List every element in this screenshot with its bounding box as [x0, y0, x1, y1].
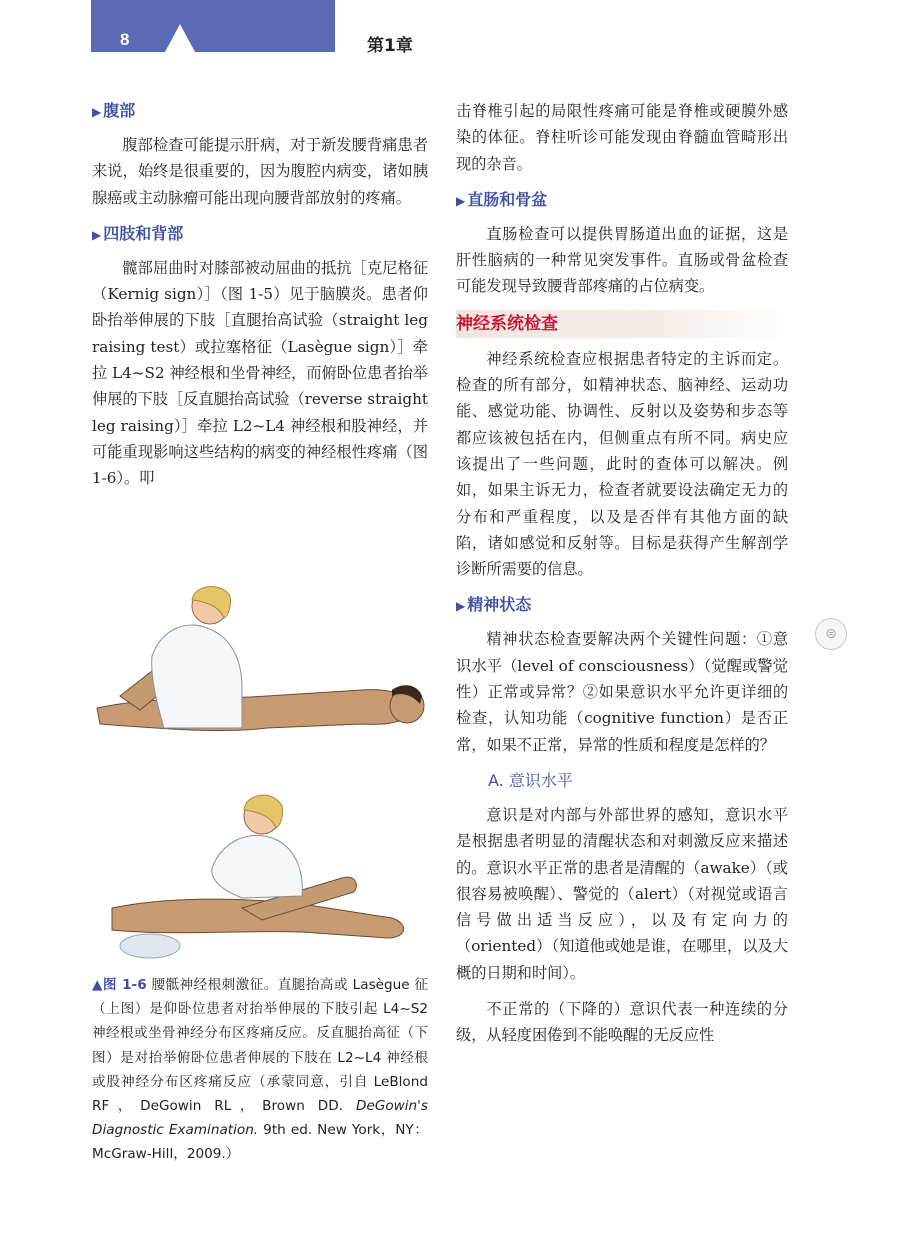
side-tab-icon[interactable] — [815, 618, 847, 650]
figure-label: ▲图 1-6 — [92, 977, 147, 993]
examiner-bottom — [212, 795, 303, 898]
triangle-bullet-icon: ▶ — [92, 227, 102, 242]
page-number: 8 — [120, 30, 130, 49]
triangle-bullet-icon: ▶ — [456, 193, 466, 208]
mental-heading: ▶ 精神状态 — [456, 595, 532, 615]
caption-end: 9th ed. New York，NY：McGraw-Hill，2009.） — [92, 1122, 428, 1163]
supine-patient — [97, 639, 424, 730]
straight-leg-raise-illustration — [92, 578, 432, 970]
consciousness-paragraph: 意识是对内部与外部世界的感知，意识水平是根据患者明显的清醒状态和对刺激反应来描述的。意识水平正常的患者是清醒的（awake）（或很容易被唤醒）、警觉的（alert）（对视觉或语言信号做出适当反应），以及有定向力的（oriented）（知道他或她是谁，在哪里，以及大概的日期和时间）。 — [456, 805, 788, 982]
limbs-heading: ▶ 四肢和背部 — [92, 223, 184, 243]
left-column — [92, 98, 428, 502]
spine-paragraph: 击脊椎引起的局限性疼痛可能是脊椎或硬膜外感染的体征。脊柱听诊可能发现由脊髓血管畸形出现的杂音。 — [456, 102, 788, 173]
abdomen-paragraph: 腹部检查可能提示肝病，对于新发腰背痛患者来说，始终是很重要的，因为腹腔内病变，诸如胰腺癌或主动脉瘤可能出现向腰背部放射的疼痛。 — [92, 136, 428, 207]
book-icon: ⊜ — [825, 626, 837, 642]
limbs-paragraph: 髋部屈曲时对膝部被动屈曲的抵抗［克尼格征（Kernig sign）］（图 1-5）见于脑膜炎。患者仰卧抬举伸展的下肢［直腿抬高试验（straight leg raising test）或拉塞格征（Lasègue sign）］牵拉 L4~S2 神经根和坐骨神经，而俯卧位患者抬举伸展的下肢［反直腿抬高试验（reverse straight leg raising）］牵拉 L2~L4 神经根和股神经，并可能重现影响这些结构的病变的神经根性疼痛（图 1-6）。叩 — [92, 258, 428, 488]
mental-paragraph: 精神状态检查要解决两个关键性问题：①意识水平（level of consciousness）（觉醒或警觉性）正常或异常？②如果意识水平允许更详细的检查，认知功能（cognitive function）是否正常，如果不正常，异常的性质和程度是怎样的？ — [456, 630, 788, 754]
neuro-paragraph: 神经系统检查应根据患者特定的主诉而定。检查的所有部分，如精神状态、脑神经、运动功能、感觉功能、协调性、反射以及姿势和步态等都应该被包括在内，但侧重点有所不同。病史应该提出了一些问题，此时的查体可以解决。例如，如果主诉无力，检查者就要设法确定无力的分布和严重程度，以及是否伴有其他方面的缺陷，诸如感觉和反射等。目标是获得产生解剖学诊断所需要的信息。 — [456, 349, 788, 579]
abdomen-heading: ▶ 腹部 — [92, 101, 136, 120]
triangle-bullet-icon: ▶ — [92, 105, 102, 119]
triangle-bullet-icon: ▶ — [456, 599, 466, 614]
caption-main: 腰骶神经根刺激征。直腿抬高或 Lasègue 征（上图）是仰卧位患者对抬举伸展的下肢引起 L4~S2 神经根或坐骨神经分布区疼痛反应。反直腿抬高征（下图）是对抬举俯卧位患者伸展的下肢在 L2~L4 神经根或股神经分布区疼痛反应（承蒙同意，引自 LeBlond RF，DeGowin RL，Brown DD. — [92, 977, 428, 1115]
chapter-title: 第1章 — [367, 36, 413, 56]
caption-book-title: DeGowin's Diagnostic Examination. — [92, 1098, 428, 1139]
rectal-heading: ▶ 直肠和骨盆 — [456, 189, 548, 209]
right-column — [456, 98, 788, 1059]
figure-illustration — [92, 578, 432, 970]
figure-caption — [92, 973, 428, 1167]
rectal-paragraph: 直肠检查可以提供胃肠道出血的证据，这是肝性脑病的一种常见突发事件。直肠或骨盆检查可能发现导致腰背部疼痛的占位病变。 — [456, 224, 788, 296]
consciousness-heading: A. 意识水平 — [488, 770, 573, 790]
abnormal-paragraph: 不正常的（下降的）意识代表一种连续的分级，从轻度困倦到不能唤醒的无反应性 — [456, 1000, 788, 1045]
examiner-top — [152, 587, 242, 728]
header-tab-notch — [165, 24, 195, 52]
neuro-section-heading: 神经系统检查 — [456, 310, 788, 338]
